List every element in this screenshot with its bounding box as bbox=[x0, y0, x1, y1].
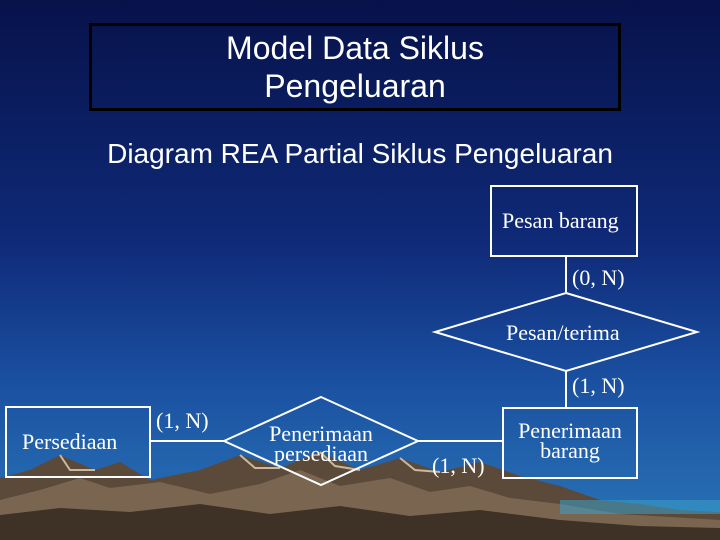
title-box bbox=[89, 23, 621, 111]
label-penerimaan-persediaan-line-2: persediaan bbox=[273, 441, 369, 466]
cardinality-persediaan: (1, N) bbox=[156, 408, 209, 433]
title-line-2: Pengeluaran bbox=[264, 68, 446, 104]
label-persediaan: Persediaan bbox=[22, 429, 118, 454]
label-penerimaan-barang-line-1: Penerimaan bbox=[518, 418, 622, 443]
label-pesan-barang: Pesan barang bbox=[502, 208, 619, 233]
label-penerimaan-barang bbox=[496, 418, 644, 463]
title-line-1: Model Data Siklus bbox=[226, 30, 484, 66]
cardinality-pesan-terima-bawah: (1, N) bbox=[572, 373, 625, 398]
label-penerimaan-persediaan-line-1: Penerimaan bbox=[269, 421, 373, 446]
subtitle: Diagram REA Partial Siklus Pengeluaran bbox=[107, 138, 613, 169]
label-penerimaan-barang-line-2: barang bbox=[540, 438, 600, 463]
label-penerimaan-persediaan bbox=[246, 421, 396, 466]
cardinality-pesan-barang: (0, N) bbox=[572, 265, 625, 290]
label-pesan-terima: Pesan/terima bbox=[506, 320, 620, 345]
cardinality-penerimaan-persediaan: (1, N) bbox=[432, 453, 485, 478]
